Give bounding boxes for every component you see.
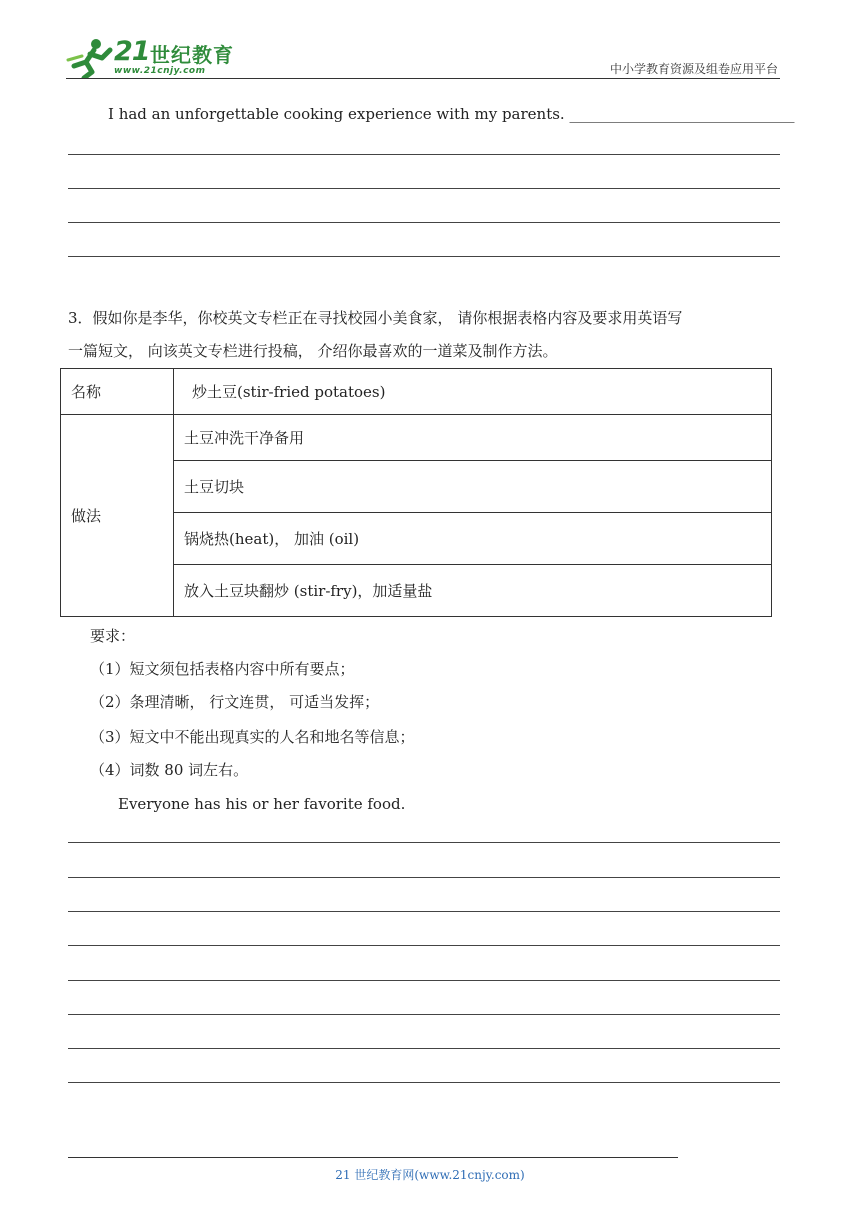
method-step: 土豆冲洗干净备用 xyxy=(174,415,772,461)
method-step: 锅烧热(heat)， 加油 (oil) xyxy=(174,513,772,565)
answer-line[interactable] xyxy=(68,1082,780,1083)
method-label: 做法 xyxy=(61,415,174,617)
requirement-item: （1）短文须包括表格内容中所有要点； xyxy=(90,660,355,678)
name-value: 炒土豆(stir-fried potatoes) xyxy=(174,369,772,415)
logo-url: www.21cnjy.com xyxy=(114,66,206,76)
answer-line[interactable] xyxy=(68,1014,780,1015)
requirements-title: 要求： xyxy=(90,627,136,645)
section3-opening-sentence: Everyone has his or her favorite food. xyxy=(118,795,406,813)
recipe-table xyxy=(60,368,772,617)
answer-line[interactable] xyxy=(68,222,780,223)
method-step: 放入土豆块翻炒 (stir-fry)，加适量盐 xyxy=(174,565,772,617)
answer-line[interactable] xyxy=(68,911,780,912)
answer-line[interactable] xyxy=(68,1048,780,1049)
logo-text: 世纪教育 xyxy=(150,43,234,67)
site-logo[interactable] xyxy=(66,36,236,78)
footer-link[interactable]: 21 世纪教育网(www.21cnjy.com) xyxy=(335,1168,525,1182)
header-divider xyxy=(66,78,780,79)
page-header xyxy=(0,0,860,82)
requirement-item: （2）条理清晰， 行文连贯， 可适当发挥； xyxy=(90,693,380,711)
runner-icon xyxy=(66,36,114,78)
answer-line[interactable] xyxy=(68,256,780,257)
table-row xyxy=(61,369,772,415)
requirement-item: （3）短文中不能出现真实的人名和地名等信息； xyxy=(90,728,415,746)
method-step: 土豆切块 xyxy=(174,461,772,513)
answer-line[interactable] xyxy=(68,945,780,946)
requirement-item: （4）词数 80 词左右。 xyxy=(90,761,249,779)
answer-line[interactable] xyxy=(68,154,780,155)
platform-label: 中小学教育资源及组卷应用平台 xyxy=(609,62,778,76)
question3-prompt-line2: 一篇短文， 向该英文专栏进行投稿， 介绍你最喜欢的一道菜及制作方法。 xyxy=(68,342,558,360)
name-label: 名称 xyxy=(61,369,174,415)
table-row xyxy=(61,415,772,461)
answer-line[interactable] xyxy=(68,877,780,878)
answer-line[interactable] xyxy=(68,980,780,981)
answer-line[interactable] xyxy=(68,188,780,189)
section2-opening-sentence: I had an unforgettable cooking experience with my parents. ______________________________ xyxy=(108,105,795,123)
logo-number: 21 xyxy=(114,36,150,67)
footer-divider xyxy=(68,1157,678,1158)
question3-prompt-line1: 3．假如你是李华，你校英文专栏正在寻找校园小美食家， 请你根据表格内容及要求用英语写 xyxy=(68,309,683,327)
answer-line[interactable] xyxy=(68,842,780,843)
